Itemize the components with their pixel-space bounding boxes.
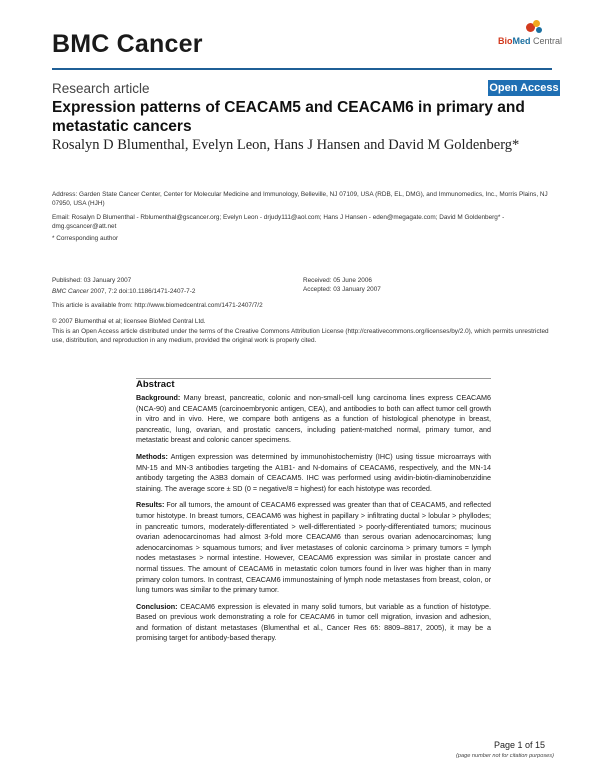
article-url[interactable]: This article is available from: http://www.biomedcentral.com/1471-2407/7/2 xyxy=(52,302,263,309)
abstract-results xyxy=(136,500,491,595)
results-label: Results: xyxy=(136,500,165,510)
published-date: Published: 03 January 2007 xyxy=(52,277,132,284)
logo-text: BioMed Central xyxy=(498,36,563,46)
methods-text: Antigen expression was determined by immunohistochemistry (IHC) using tissue microarrays with MN-15 and MN-3 antibodies targeting the A1B1- and N-domains of CEACAM6, respectively, and the MN-14 antibody targeting the A3B3 domain of CEACAM5. IHC was performed using avidin-biotin-diaminobenzidine staining. The average score ± SD (0 = negative/8 = highest) for each histotype was recorded. xyxy=(136,451,491,493)
conclusion-label: Conclusion: xyxy=(136,601,178,611)
journal-name: BMC Cancer xyxy=(52,30,203,58)
copyright-line: © 2007 Blumenthal et al; licensee BioMed Central Ltd. xyxy=(52,318,206,325)
results-text: For all tumors, the amount of CEACAM6 expressed was greater than that of CEACAM5, and reflected tumor histotype. In breast tumors, CEACAM6 was highest in papillary > infiltrating ductal > lobular > phyllodes; in pancreatic tumors, moderately-differentiated > well-differentiated > poorly-differentiated tumors; mucinous ovarian adenocarcinomas had almost 3-fold more CEACAM6 than serous ovarian adenocarcinomas; lung adenocarcinomas > squamous tumors; and liver metastases of colonic carcinoma > primary tumors = lymph nodes metastases > normal intestine. However, CEACAM6 expression was similar in prostate cancer and normal tissues. The amount of CEACAM6 in metastatic colon tumors found in liver was higher than in many primary colon tumors. In contrast, CEACAM6 immunostaining of lymph node metastases from breast, colon, or lung tumors was similar to the primary tumor. xyxy=(136,500,491,595)
abstract-methods xyxy=(136,452,491,494)
abstract-heading: Abstract xyxy=(136,379,175,390)
biomed-central-logo[interactable] xyxy=(498,20,568,52)
abstract-background xyxy=(136,393,491,446)
article-type: Research article xyxy=(52,81,150,96)
abstract-section xyxy=(136,378,491,650)
accepted-date: Accepted: 03 January 2007 xyxy=(303,286,381,293)
author-emails[interactable]: Email: Rosalyn D Blumenthal - Rblumenthal@gscancer.org; Evelyn Leon - drjudy111@aol.com; Hans J Hansen - eden@megagate.com; David M Goldenberg* - dmg.gscancer@att.net xyxy=(52,214,505,230)
open-access-badge: Open Access xyxy=(489,82,559,94)
abstract-conclusion xyxy=(136,602,491,644)
background-text: Many breast, pancreatic, colonic and non-small-cell lung carcinoma lines express CEACAM6 (NCA-90) and CEACAM5 (carcinoembryonic antigen, CEA), and antibodies to both can affect tumor cell growth in vitro and in vivo. Here, we compare both antigens as a function of histological phenotype in breast, pancreatic, lung, ovarian, and prostatic cancers, including patient-matched normal, primary tumor, and metastatic breast and colonic cancer specimens. xyxy=(136,393,491,445)
corresponding-author-note: * Corresponding author xyxy=(52,235,119,242)
citation-details: 2007, 7:2 doi:10.1186/1471-2407-7-2 xyxy=(88,288,196,295)
background-label: Background: xyxy=(136,393,181,402)
citation-line xyxy=(52,287,195,296)
methods-label: Methods: xyxy=(136,451,168,461)
logo-bubbles-icon xyxy=(526,20,544,34)
article-title: Expression patterns of CEACAM5 and CEACAM6 in primary and metastatic cancers xyxy=(52,99,525,135)
affiliation-address: Address: Garden State Cancer Center, Center for Molecular Medicine and Immunology, Belleville, NJ 07109, USA (RDB, EL, DMG), and Immunomedics, Inc., Morris Plains, NJ 07950, USA (HJH) xyxy=(52,191,548,207)
logo-bubble-blue xyxy=(536,27,542,33)
conclusion-text: CEACAM6 expression is elevated in many solid tumors, but variable as a function of histotype. Based on previous work demonstrating a role for CEACAM6 in tumor cell migration, invasion and adhesion, and formation of distant metastases (Blumenthal et al., Cancer Res 65: 8809–8817, 2005), it may be a promising target for antibody-based therapy. xyxy=(136,601,491,643)
received-date: Received: 05 June 2006 xyxy=(303,277,372,284)
logo-bubble-yellow xyxy=(533,20,540,27)
author-list: Rosalyn D Blumenthal, Evelyn Leon, Hans J Hansen and David M Goldenberg* xyxy=(52,137,520,153)
page-number-notice: (page number not for citation purposes) xyxy=(456,753,554,759)
header-rule xyxy=(52,68,552,70)
page-number: Page 1 of 15 xyxy=(494,740,546,750)
citation-journal: BMC Cancer xyxy=(52,288,89,295)
license-text: This is an Open Access article distributed under the terms of the Creative Commons Attribution License (http://creativecommons.org/licenses/by/2.0), which permits unrestricted use, distribution, and reproduction in any medium, provided the original work is properly cited. xyxy=(52,328,549,344)
